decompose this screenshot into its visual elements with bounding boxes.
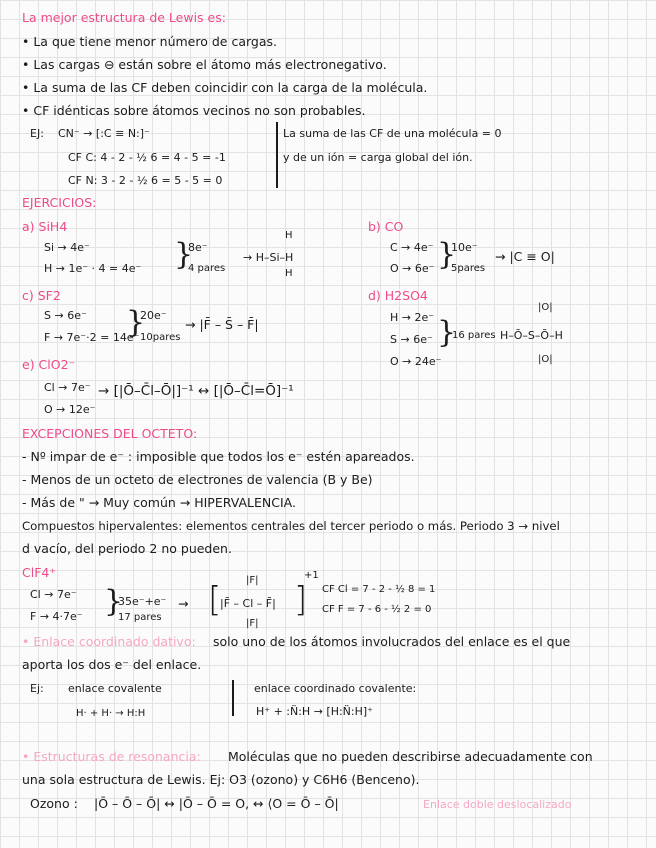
exercise-a-label: a) SiH4: [22, 219, 68, 234]
brace: }: [174, 237, 194, 272]
exercise-line: S → 6e⁻: [390, 333, 433, 346]
formal-charge-line: CF Cl = 7 - 2 - ½ 8 = 1: [322, 584, 436, 595]
exercise-line: O → 24e⁻: [390, 355, 442, 368]
total-electrons: 35e⁻+e⁻: [118, 595, 167, 608]
exercise-d-label: d) H2SO4: [368, 288, 428, 303]
exercise-clf4-label: ClF4⁺: [22, 565, 56, 580]
exercise-line: C → 4e⁻: [390, 241, 434, 254]
structure-atom: |O|: [538, 354, 553, 365]
covalent-label: enlace covalente: [68, 682, 162, 695]
exception-line: - Más de " → Muy común → HIPERVALENCIA.: [22, 495, 296, 510]
pairs-count: 4 pares: [188, 263, 226, 274]
rule-line: • CF idénticas sobre átomos vecinos no son probables.: [22, 103, 366, 118]
rule-line: • La suma de las CF deben coincidir con la carga de la molécula.: [22, 80, 428, 95]
exception-line: - Menos de un octeto de electrones de valencia (B y Be): [22, 472, 373, 487]
exercise-b-label: b) CO: [368, 219, 404, 234]
charge: +1: [304, 570, 319, 581]
exercise-line: Cl → 7e⁻: [44, 381, 91, 394]
exercise-line: F → 4·7e⁻: [30, 610, 83, 623]
covalent-equation: H· + H· → H:H: [76, 708, 146, 719]
exercise-c-label: c) SF2: [22, 288, 61, 303]
note-line: y de un ión = carga global del ión.: [283, 151, 473, 164]
brace: }: [104, 584, 124, 619]
lewis-structure: H–Ō–S–Ō–H: [500, 329, 563, 342]
ozono-label: Ozono :: [30, 796, 78, 811]
definition-text: una sola estructura de Lewis. Ej: O3 (ozono) y C6H6 (Benceno).: [22, 772, 420, 787]
lewis-structure: → [|Ō–C̄l–Ō|]⁻¹ ↔ [|Ō–C̄l=Ō]⁻¹: [98, 383, 294, 399]
note-line: La suma de las CF de una molécula = 0: [283, 127, 502, 140]
structure-atom: |F|: [246, 618, 259, 629]
exception-line: d vacío, del periodo 2 no pueden.: [22, 541, 232, 556]
lewis-structure: → |F̄ – S̄ – F̄|: [185, 317, 259, 332]
lewis-structure: |F̄ – Cl – F̄|: [220, 597, 276, 610]
exercise-e-label: e) ClO2⁻: [22, 357, 76, 372]
bracket: ]: [294, 580, 308, 620]
definition-text: aporta los dos e⁻ del enlace.: [22, 657, 202, 672]
exercise-line: O → 6e⁻: [390, 262, 435, 275]
exercise-line: H → 2e⁻: [390, 311, 435, 324]
section-title-lewis: La mejor estructura de Lewis es:: [22, 10, 226, 25]
brace: }: [126, 305, 146, 340]
lewis-structure: → |C ≡ O|: [495, 249, 555, 264]
definition-text: solo uno de los átomos involucrados del enlace es el que: [213, 634, 571, 649]
example-line: CN⁻ → [:C ≡ N:]⁻: [58, 127, 150, 140]
structure-atom: H: [285, 268, 293, 279]
coordinate-equation: H⁺ + :N̈:H → [H:N̈:H]⁺: [256, 705, 373, 718]
ozono-resonance: |Ō – Ō – Ō| ↔ |Ō – Ō = O, ↔ ⟨O = Ō – Ō|: [94, 796, 339, 811]
structure-atom: |O|: [538, 302, 553, 313]
arrow: →: [178, 596, 189, 611]
divider: [232, 680, 234, 716]
section-title-resonance: • Estructuras de resonancia:: [22, 749, 201, 764]
example-line: CF N: 3 - 2 - ½ 6 = 5 - 5 = 0: [68, 174, 223, 187]
definition-text: Moléculas que no pueden describirse adecuadamente con: [228, 749, 593, 764]
formal-charge-line: CF F = 7 - 6 - ½ 2 = 0: [322, 604, 432, 615]
exception-line: - Nº impar de e⁻ : imposible que todos los e⁻ estén apareados.: [22, 449, 415, 464]
pairs-count: 10pares: [140, 332, 181, 343]
section-title-dative: • Enlace coordinado dativo:: [22, 634, 196, 649]
section-title-exceptions: EXCEPCIONES DEL OCTETO:: [22, 426, 198, 441]
example-label: Ej:: [30, 682, 44, 695]
exercise-line: Si → 4e⁻: [44, 241, 90, 254]
example-line: CF C: 4 - 2 - ½ 6 = 4 - 5 = -1: [68, 151, 226, 164]
brace: }: [437, 315, 457, 350]
brace: }: [437, 237, 457, 272]
pairs-count: 5pares: [451, 263, 486, 274]
exercise-line: O → 12e⁻: [44, 403, 96, 416]
resonance-note: Enlace doble deslocalizado: [423, 798, 572, 811]
pairs-count: 16 pares: [452, 330, 496, 341]
example-label: EJ:: [30, 127, 44, 140]
lewis-structure: → H–Si–H: [243, 251, 294, 264]
exception-line: Compuestos hipervalentes: elementos centrales del tercer periodo o más. Periodo 3 → nivel: [22, 519, 560, 533]
structure-atom: H: [285, 230, 293, 241]
exercise-line: Cl → 7e⁻: [30, 588, 77, 601]
total-electrons: 8e⁻: [188, 241, 208, 254]
exercise-line: S → 6e⁻: [44, 309, 87, 322]
exercise-line: F → 7e⁻·2 = 14e⁻: [44, 331, 140, 344]
rule-line: • Las cargas ⊖ están sobre el átomo más electronegativo.: [22, 57, 387, 72]
pairs-count: 17 pares: [118, 612, 162, 623]
divider: [276, 122, 278, 188]
total-electrons: 10e⁻: [451, 241, 478, 254]
rule-line: • La que tiene menor número de cargas.: [22, 34, 277, 49]
section-title-exercises: EJERCICIOS:: [22, 195, 97, 210]
bracket: [: [208, 580, 222, 620]
total-electrons: 20e⁻: [140, 309, 167, 322]
coordinate-label: enlace coordinado covalente:: [254, 682, 417, 695]
exercise-line: H → 1e⁻ · 4 = 4e⁻: [44, 262, 142, 275]
structure-atom: |F|: [246, 575, 259, 586]
